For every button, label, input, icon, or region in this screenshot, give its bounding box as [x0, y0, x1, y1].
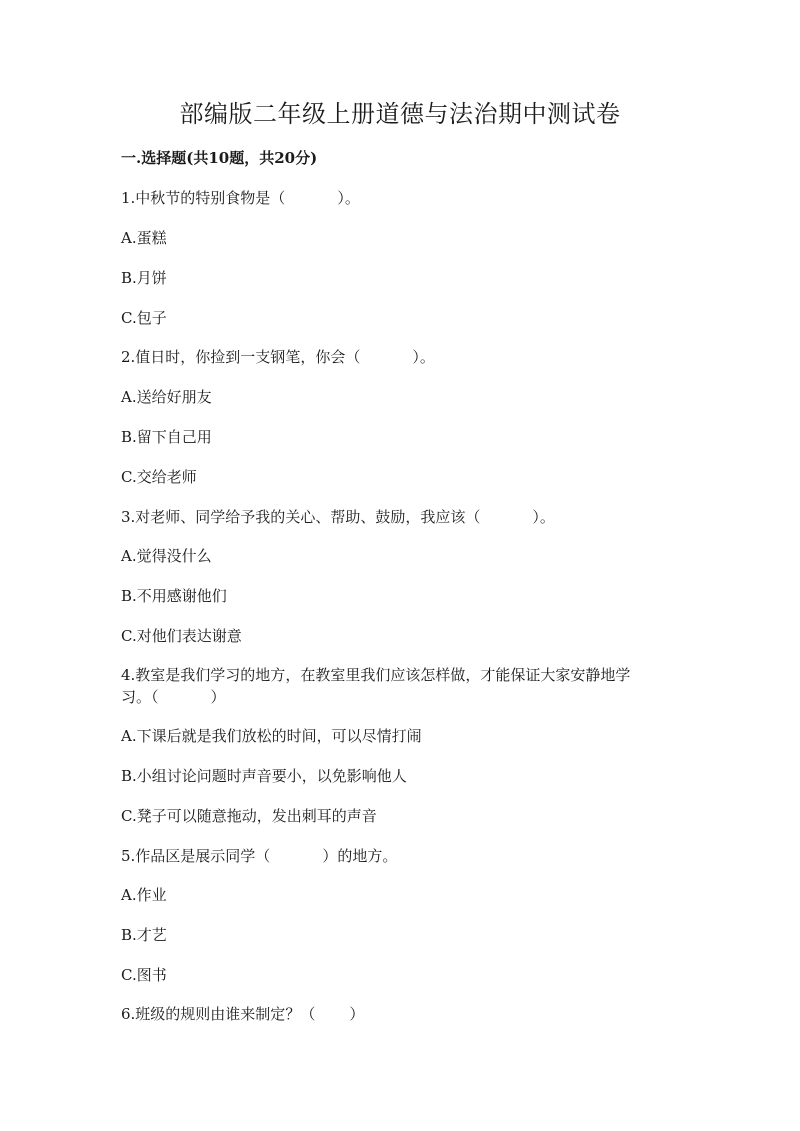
question-2-option-b: B.留下自己用 [121, 428, 212, 446]
question-1-option-b: B.月饼 [121, 269, 167, 287]
question-1 [121, 186, 681, 210]
question-4-cont [121, 685, 681, 709]
question-4-option-b: B.小组讨论问题时声音要小，以免影响他人 [121, 767, 407, 785]
question-6 [121, 1002, 681, 1026]
question-4: 4.教室是我们学习的地方，在教室里我们应该怎样做，才能保证大家安静地学 [121, 666, 631, 684]
question-3-option-a: A.觉得没什么 [121, 547, 212, 565]
question-1-option-a: A.蛋糕 [121, 229, 167, 247]
question-3 [121, 505, 681, 529]
question-4-option-c: C.凳子可以随意拖动，发出刺耳的声音 [121, 807, 377, 825]
question-3-stem: 3.对老师、同学给予我的关心、帮助、鼓励，我应该（ [121, 508, 481, 526]
question-2-stem: 2.值日时，你捡到一支钢笔，你会（ [121, 348, 361, 366]
question-4-stem-end: ） [210, 688, 226, 706]
question-3-stem-end: ）。 [532, 508, 555, 526]
question-2-option-c: C.交给老师 [121, 468, 197, 486]
question-4-stem: 习。（ [121, 688, 159, 706]
question-5 [121, 844, 681, 868]
question-5-option-a: A.作业 [121, 886, 167, 904]
question-2 [121, 345, 681, 369]
question-1-option-c: C.包子 [121, 309, 167, 327]
question-5-stem: 5.作品区是展示同学（ [121, 847, 271, 865]
section-heading: 一.选择题(共10题，共20分) [121, 149, 318, 167]
question-1-stem-end: ）。 [337, 189, 360, 207]
question-1-stem: 1.中秋节的特别食物是（ [121, 189, 286, 207]
question-6-stem: 6.班级的规则由谁来制定？（ [121, 1005, 316, 1023]
question-4-option-a: A.下课后就是我们放松的时间，可以尽情打闹 [121, 727, 422, 745]
page-title: 部编版二年级上册道德与法治期中测试卷 [179, 100, 621, 128]
question-2-option-a: A.送给好朋友 [121, 388, 212, 406]
question-5-stem-end: ）的地方。 [322, 847, 398, 865]
question-5-option-b: B.才艺 [121, 926, 167, 944]
question-5-option-c: C.图书 [121, 966, 167, 984]
question-3-option-c: C.对他们表达谢意 [121, 627, 242, 645]
question-3-option-b: B.不用感谢他们 [121, 587, 227, 605]
question-2-stem-end: ）。 [412, 348, 435, 366]
question-6-stem-end: ） [349, 1005, 365, 1023]
